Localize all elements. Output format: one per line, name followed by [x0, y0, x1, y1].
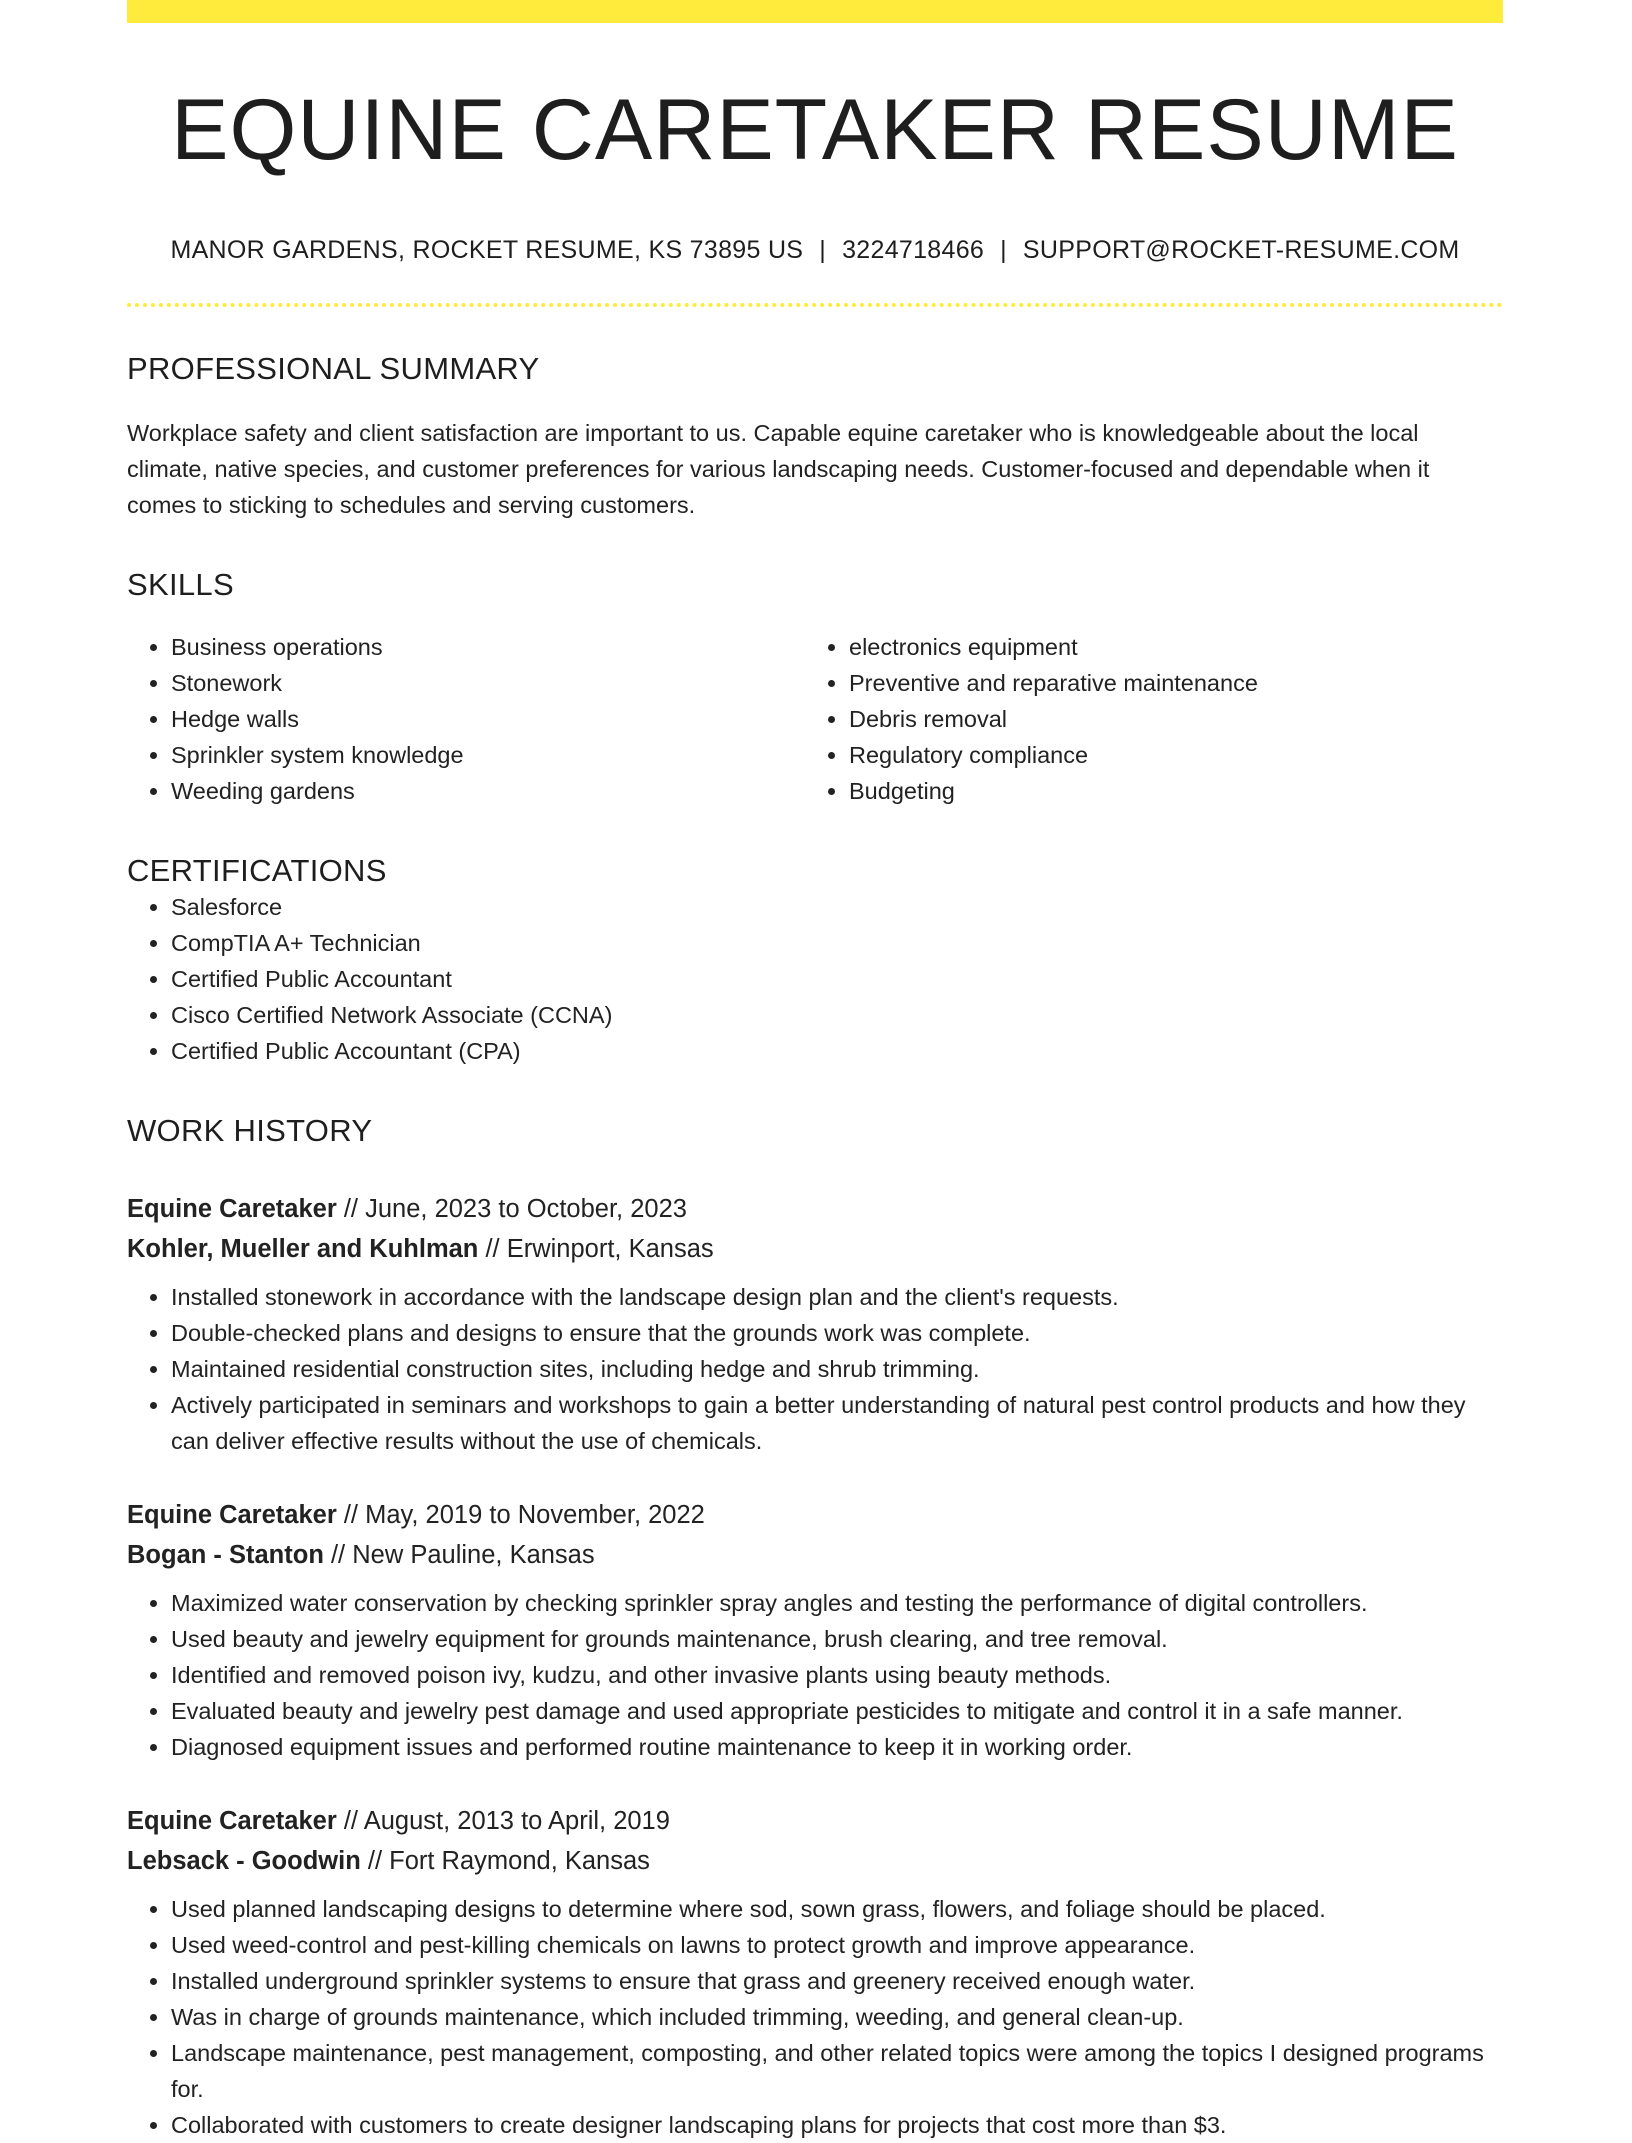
contact-line	[127, 236, 1503, 265]
job-company: Lebsack - Goodwin	[127, 1846, 361, 1875]
job-dates: // May, 2019 to November, 2022	[336, 1500, 705, 1529]
work-history-heading: WORK HISTORY	[127, 1112, 373, 1148]
job-location: // Fort Raymond, Kansas	[360, 1846, 650, 1875]
job-bullet: • Used weed-control and pest-killing chemicals on lawns to protect growth and improve appearance.	[171, 1927, 1503, 1963]
job-bullet: • Landscape maintenance, pest management, composting, and other related topics were among the topics I designed programs for.	[171, 2035, 1503, 2107]
skills-list-left	[127, 629, 805, 809]
job-entry	[127, 1801, 1503, 2143]
contact-email[interactable]: SUPPORT@ROCKET-RESUME.COM	[1022, 235, 1460, 264]
job-bullets	[127, 1279, 1503, 1459]
job-bullets	[127, 1891, 1503, 2143]
job-bullet: • Was in charge of grounds maintenance, which included trimming, weeding, and general clean-up.	[171, 1999, 1503, 2035]
job-bullet: • Actively participated in seminars and workshops to gain a better understanding of natural pest control products and how they can deliver effective results without the use of chemicals.	[171, 1387, 1503, 1459]
job-bullet: • Diagnosed equipment issues and performed routine maintenance to keep it in working order.	[171, 1729, 1503, 1765]
skill-item: • electronics equipment	[849, 629, 1483, 665]
job-bullet: • Maximized water conservation by checking sprinkler spray angles and testing the performance of digital controllers.	[171, 1585, 1503, 1621]
skills-list-right	[805, 629, 1483, 809]
job-title-line	[127, 1189, 1503, 1229]
certification-item: • Cisco Certified Network Associate (CCNA)	[171, 997, 1503, 1033]
certifications-heading: CERTIFICATIONS	[127, 852, 387, 888]
skill-item: • Sprinkler system knowledge	[171, 737, 805, 773]
skills-column-left	[127, 629, 805, 809]
contact-separator: |	[1000, 235, 1007, 264]
resume-page	[127, 0, 1503, 2143]
job-entry	[127, 1495, 1503, 1765]
summary-text: Workplace safety and client satisfaction are important to us. Capable equine caretaker who is knowledgeable about the local climate, native species, and customer preferences for various landscaping needs. Customer-focused and dependable when it comes to sticking to schedules and serving customers.	[127, 419, 1430, 518]
job-bullets	[127, 1585, 1503, 1765]
job-company-line	[127, 1535, 1503, 1575]
job-bullet: • Evaluated beauty and jewelry pest damage and used appropriate pesticides to mitigate and control it in a safe manner.	[171, 1693, 1503, 1729]
contact-phone: 3224718466	[842, 235, 985, 264]
job-title-line	[127, 1801, 1503, 1841]
certifications-list	[127, 889, 1503, 1069]
certification-item: • CompTIA A+ Technician	[171, 925, 1503, 961]
certification-item: • Certified Public Accountant	[171, 961, 1503, 997]
job-company-line	[127, 1841, 1503, 1881]
certification-item: • Certified Public Accountant (CPA)	[171, 1033, 1503, 1069]
top-accent-bar	[127, 0, 1503, 23]
header-divider	[127, 303, 1503, 307]
job-bullet: • Installed stonework in accordance with the landscape design plan and the client's requests.	[171, 1279, 1503, 1315]
job-dates: // June, 2023 to October, 2023	[336, 1194, 687, 1223]
skill-item: • Stonework	[171, 665, 805, 701]
skill-item: • Debris removal	[849, 701, 1483, 737]
skills-grid	[127, 629, 1503, 809]
job-role: Equine Caretaker	[127, 1806, 337, 1835]
job-dates: // August, 2013 to April, 2019	[336, 1806, 670, 1835]
resume-title: EQUINE CARETAKER RESUME	[171, 82, 1459, 178]
job-bullet: • Collaborated with customers to create designer landscaping plans for projects that cost more than $3.	[171, 2107, 1503, 2143]
skill-item: • Regulatory compliance	[849, 737, 1483, 773]
job-bullet: • Maintained residential construction sites, including hedge and shrub trimming.	[171, 1351, 1503, 1387]
job-bullet: • Used beauty and jewelry equipment for grounds maintenance, brush clearing, and tree removal.	[171, 1621, 1503, 1657]
contact-separator: |	[819, 235, 827, 264]
job-bullet: • Identified and removed poison ivy, kudzu, and other invasive plants using beauty methods.	[171, 1657, 1503, 1693]
skill-item: • Budgeting	[849, 773, 1483, 809]
job-location: // Erwinport, Kansas	[478, 1234, 714, 1263]
job-company: Bogan - Stanton	[127, 1540, 324, 1569]
job-bullet: • Double-checked plans and designs to ensure that the grounds work was complete.	[171, 1315, 1503, 1351]
skill-item: • Preventive and reparative maintenance	[849, 665, 1483, 701]
skill-item: • Business operations	[171, 629, 805, 665]
job-bullet: • Used planned landscaping designs to determine where sod, sown grass, flowers, and foliage should be placed.	[171, 1891, 1503, 1927]
job-bullet: • Installed underground sprinkler systems to ensure that grass and greenery received enough water.	[171, 1963, 1503, 1999]
job-location: // New Pauline, Kansas	[323, 1540, 595, 1569]
contact-address: MANOR GARDENS, ROCKET RESUME, KS 73895 US	[170, 235, 804, 264]
skill-item: • Weeding gardens	[171, 773, 805, 809]
skills-heading: SKILLS	[127, 566, 234, 602]
job-entry	[127, 1189, 1503, 1459]
skill-item: • Hedge walls	[171, 701, 805, 737]
job-title-line	[127, 1495, 1503, 1535]
summary-heading: PROFESSIONAL SUMMARY	[127, 350, 540, 386]
job-company-line	[127, 1229, 1503, 1269]
job-company: Kohler, Mueller and Kuhlman	[127, 1234, 479, 1263]
job-role: Equine Caretaker	[127, 1194, 337, 1223]
certification-item: • Salesforce	[171, 889, 1503, 925]
job-role: Equine Caretaker	[127, 1500, 337, 1529]
skills-column-right	[805, 629, 1483, 809]
